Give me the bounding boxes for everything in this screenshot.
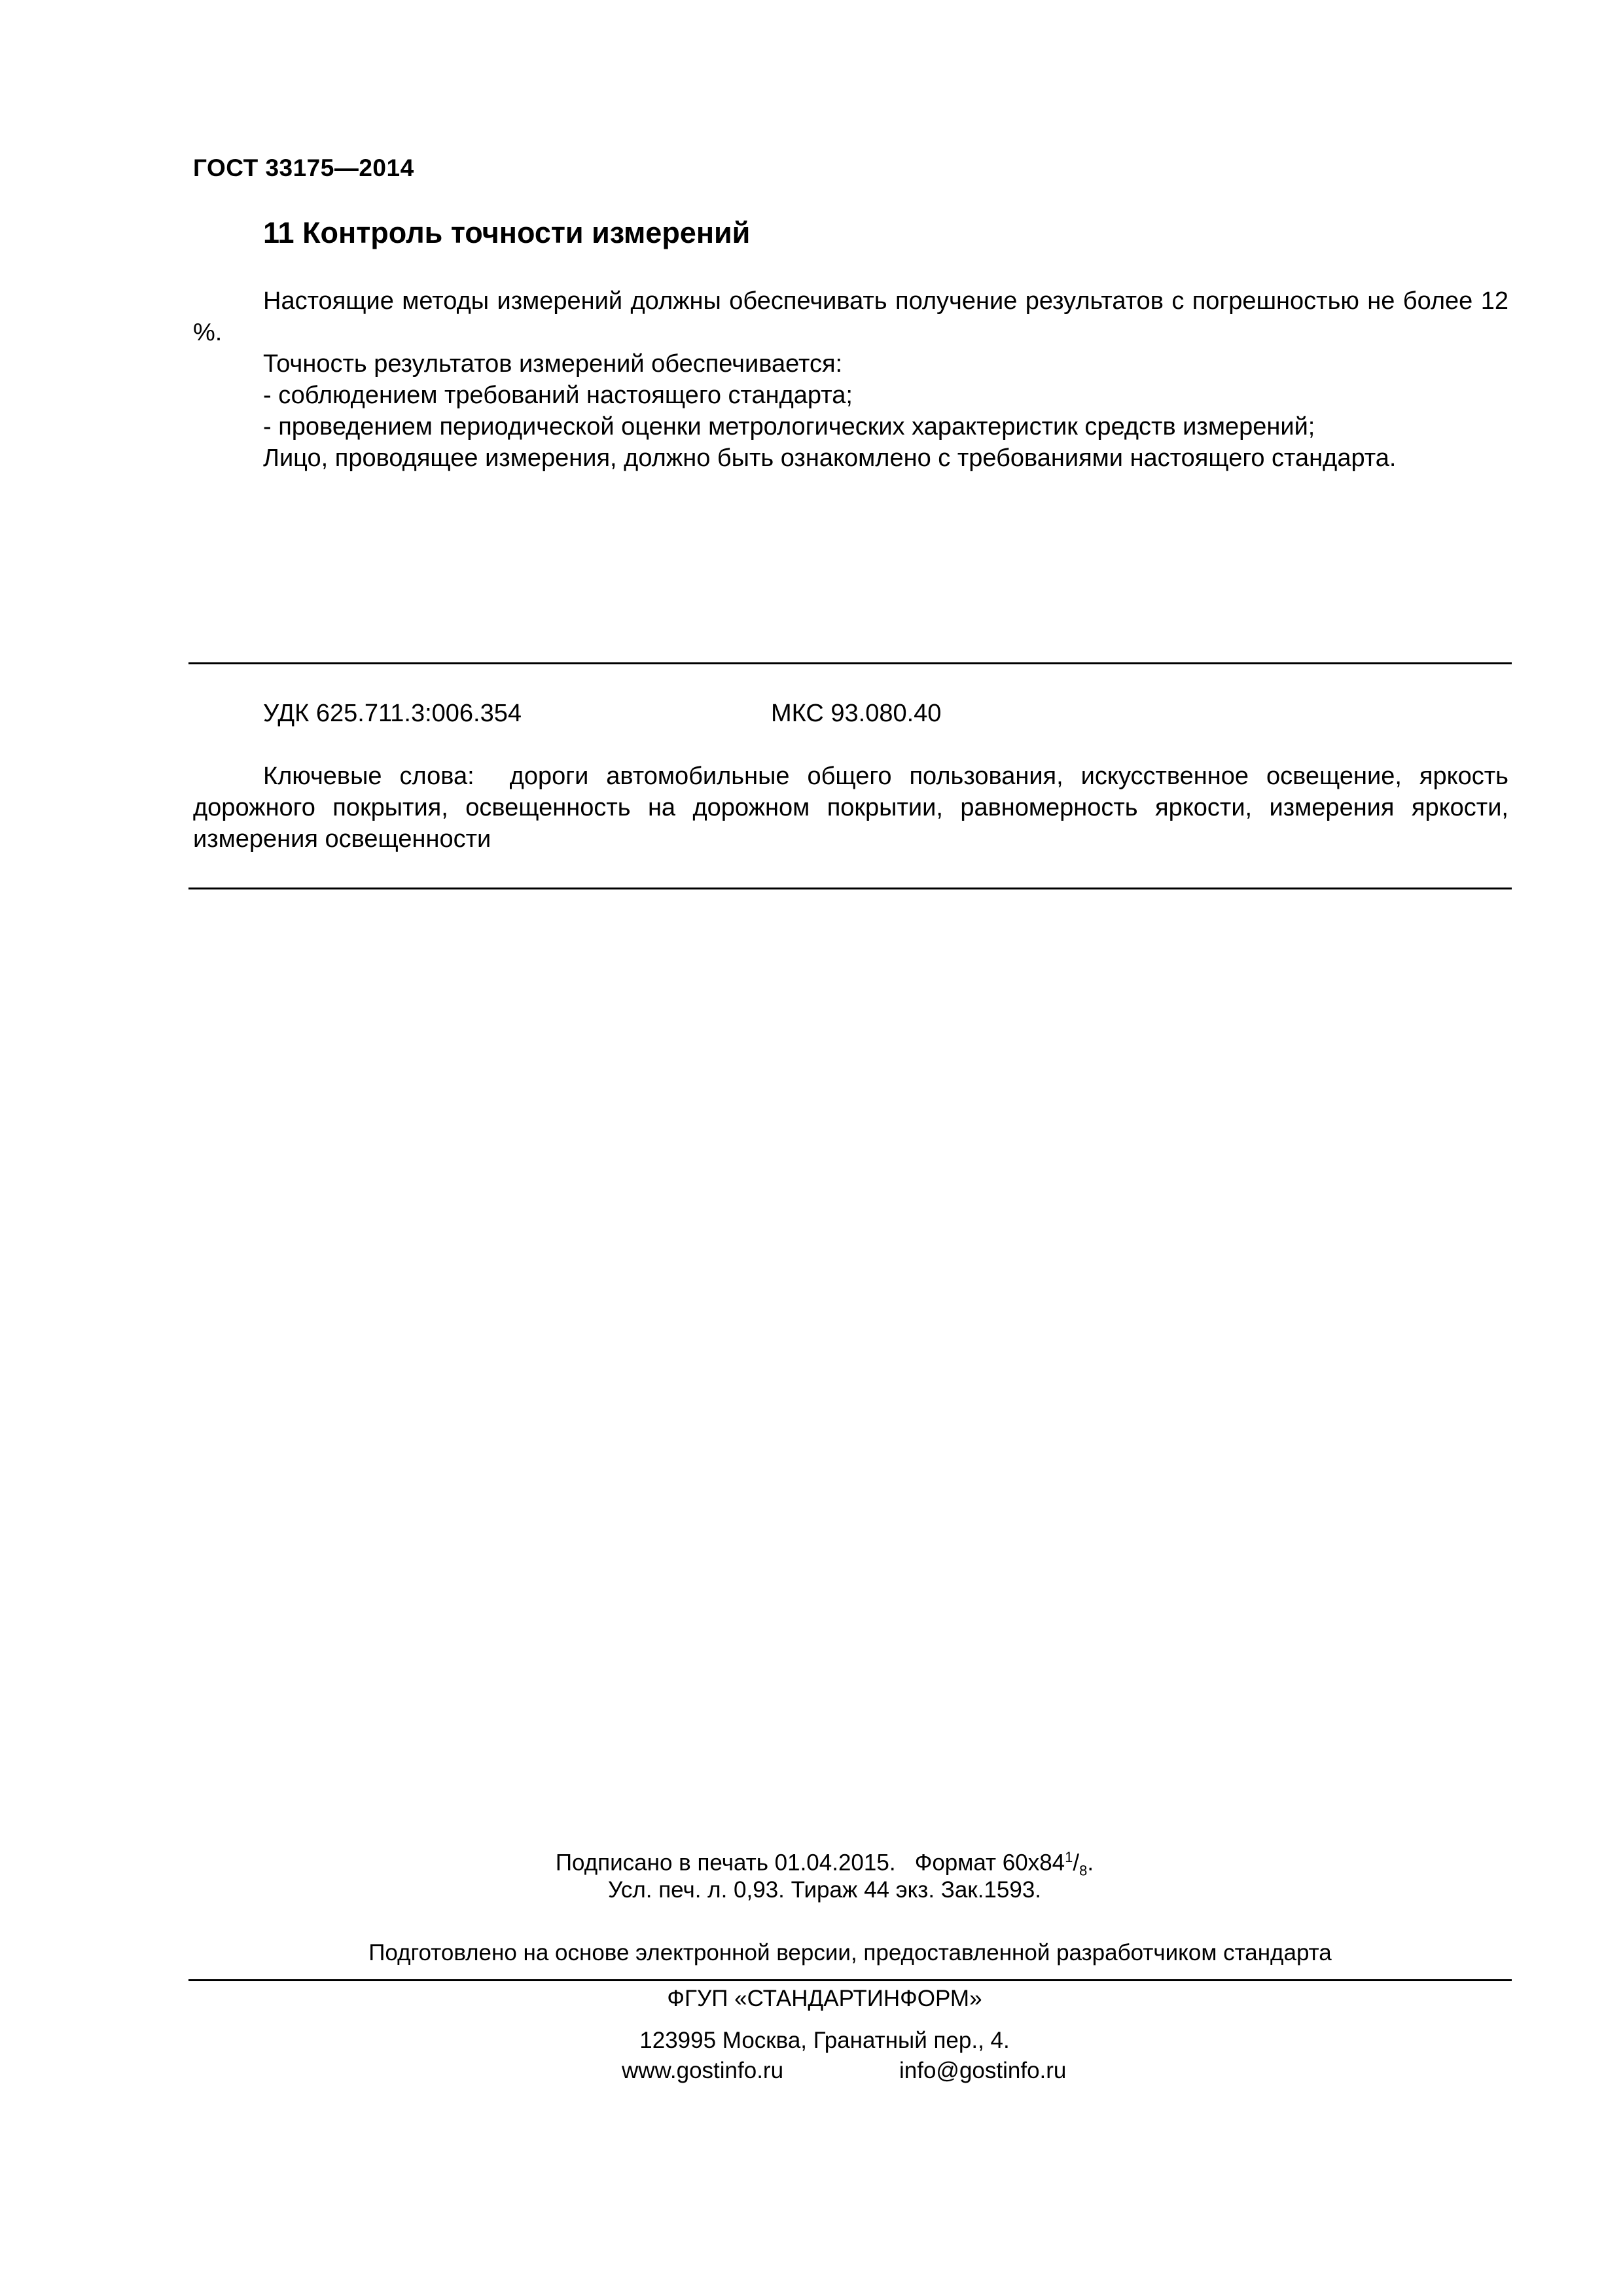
publisher-address: 123995 Москва, Гранатный пер., 4. <box>639 2028 1010 2053</box>
paragraph-accuracy-requirement: Настоящие методы измерений должны обеспечивать получение результатов с погрешностью не более 12 %. <box>193 287 1508 346</box>
signed-text: Подписано в печать 01.04.2015. Формат 60x84 <box>555 1850 1065 1876</box>
format-superscript: 1 <box>1065 1849 1073 1865</box>
format-end: . <box>1087 1850 1094 1876</box>
email-link[interactable]: info@gostinfo.ru <box>899 2058 1067 2083</box>
paragraph-accuracy-provision: Точность результатов измерений обеспечивается: <box>263 350 843 378</box>
udc-code: УДК 625.711.3:006.354 <box>263 700 522 727</box>
website-link[interactable]: www.gostinfo.ru <box>622 2058 784 2083</box>
keywords-text: дороги автомобильные общего пользования, искусственное освещение, яркость дорожного покрытия, освещенность на дорожном покрытии, равномерность яркости, измерения яркости, измерения освещенности <box>193 762 1508 853</box>
print-details-line: Усл. печ. л. 0,93. Тираж 44 экз. Зак.1593. <box>607 1877 1042 1903</box>
standard-code: ГОСТ 33175—2014 <box>193 154 414 181</box>
section-title: 11 Контроль точности измерений <box>263 216 751 249</box>
keywords-paragraph <box>193 761 1508 855</box>
keywords-label: Ключевые слова: <box>263 762 474 790</box>
list-item-standard-compliance: - соблюдением требований настоящего стандарта; <box>263 382 853 409</box>
signed-for-print-line: Подписано в печать 01.04.2015. Формат $60x84^1/_8$. <box>555 1849 1094 1879</box>
publisher-name: ФГУП «СТАНДАРТИНФОРМ» <box>667 1986 982 2011</box>
ics-code: МКС 93.080.40 <box>771 700 942 727</box>
top-divider <box>188 662 1512 664</box>
list-item-metrological-assessment: - проведением периодической оценки метрологических характеристик средств измерений; <box>263 413 1315 440</box>
format-subscript: 8 <box>1079 1862 1088 1879</box>
paragraph-operator-familiarization: Лицо, проводящее измерения, должно быть ознакомлено с требованиями настоящего стандарта. <box>263 444 1397 472</box>
prepared-note: Подготовлено на основе электронной версии, предоставленной разработчиком стандарта <box>368 1940 1332 1965</box>
publisher-divider <box>188 1979 1512 1981</box>
bottom-divider <box>188 888 1512 889</box>
